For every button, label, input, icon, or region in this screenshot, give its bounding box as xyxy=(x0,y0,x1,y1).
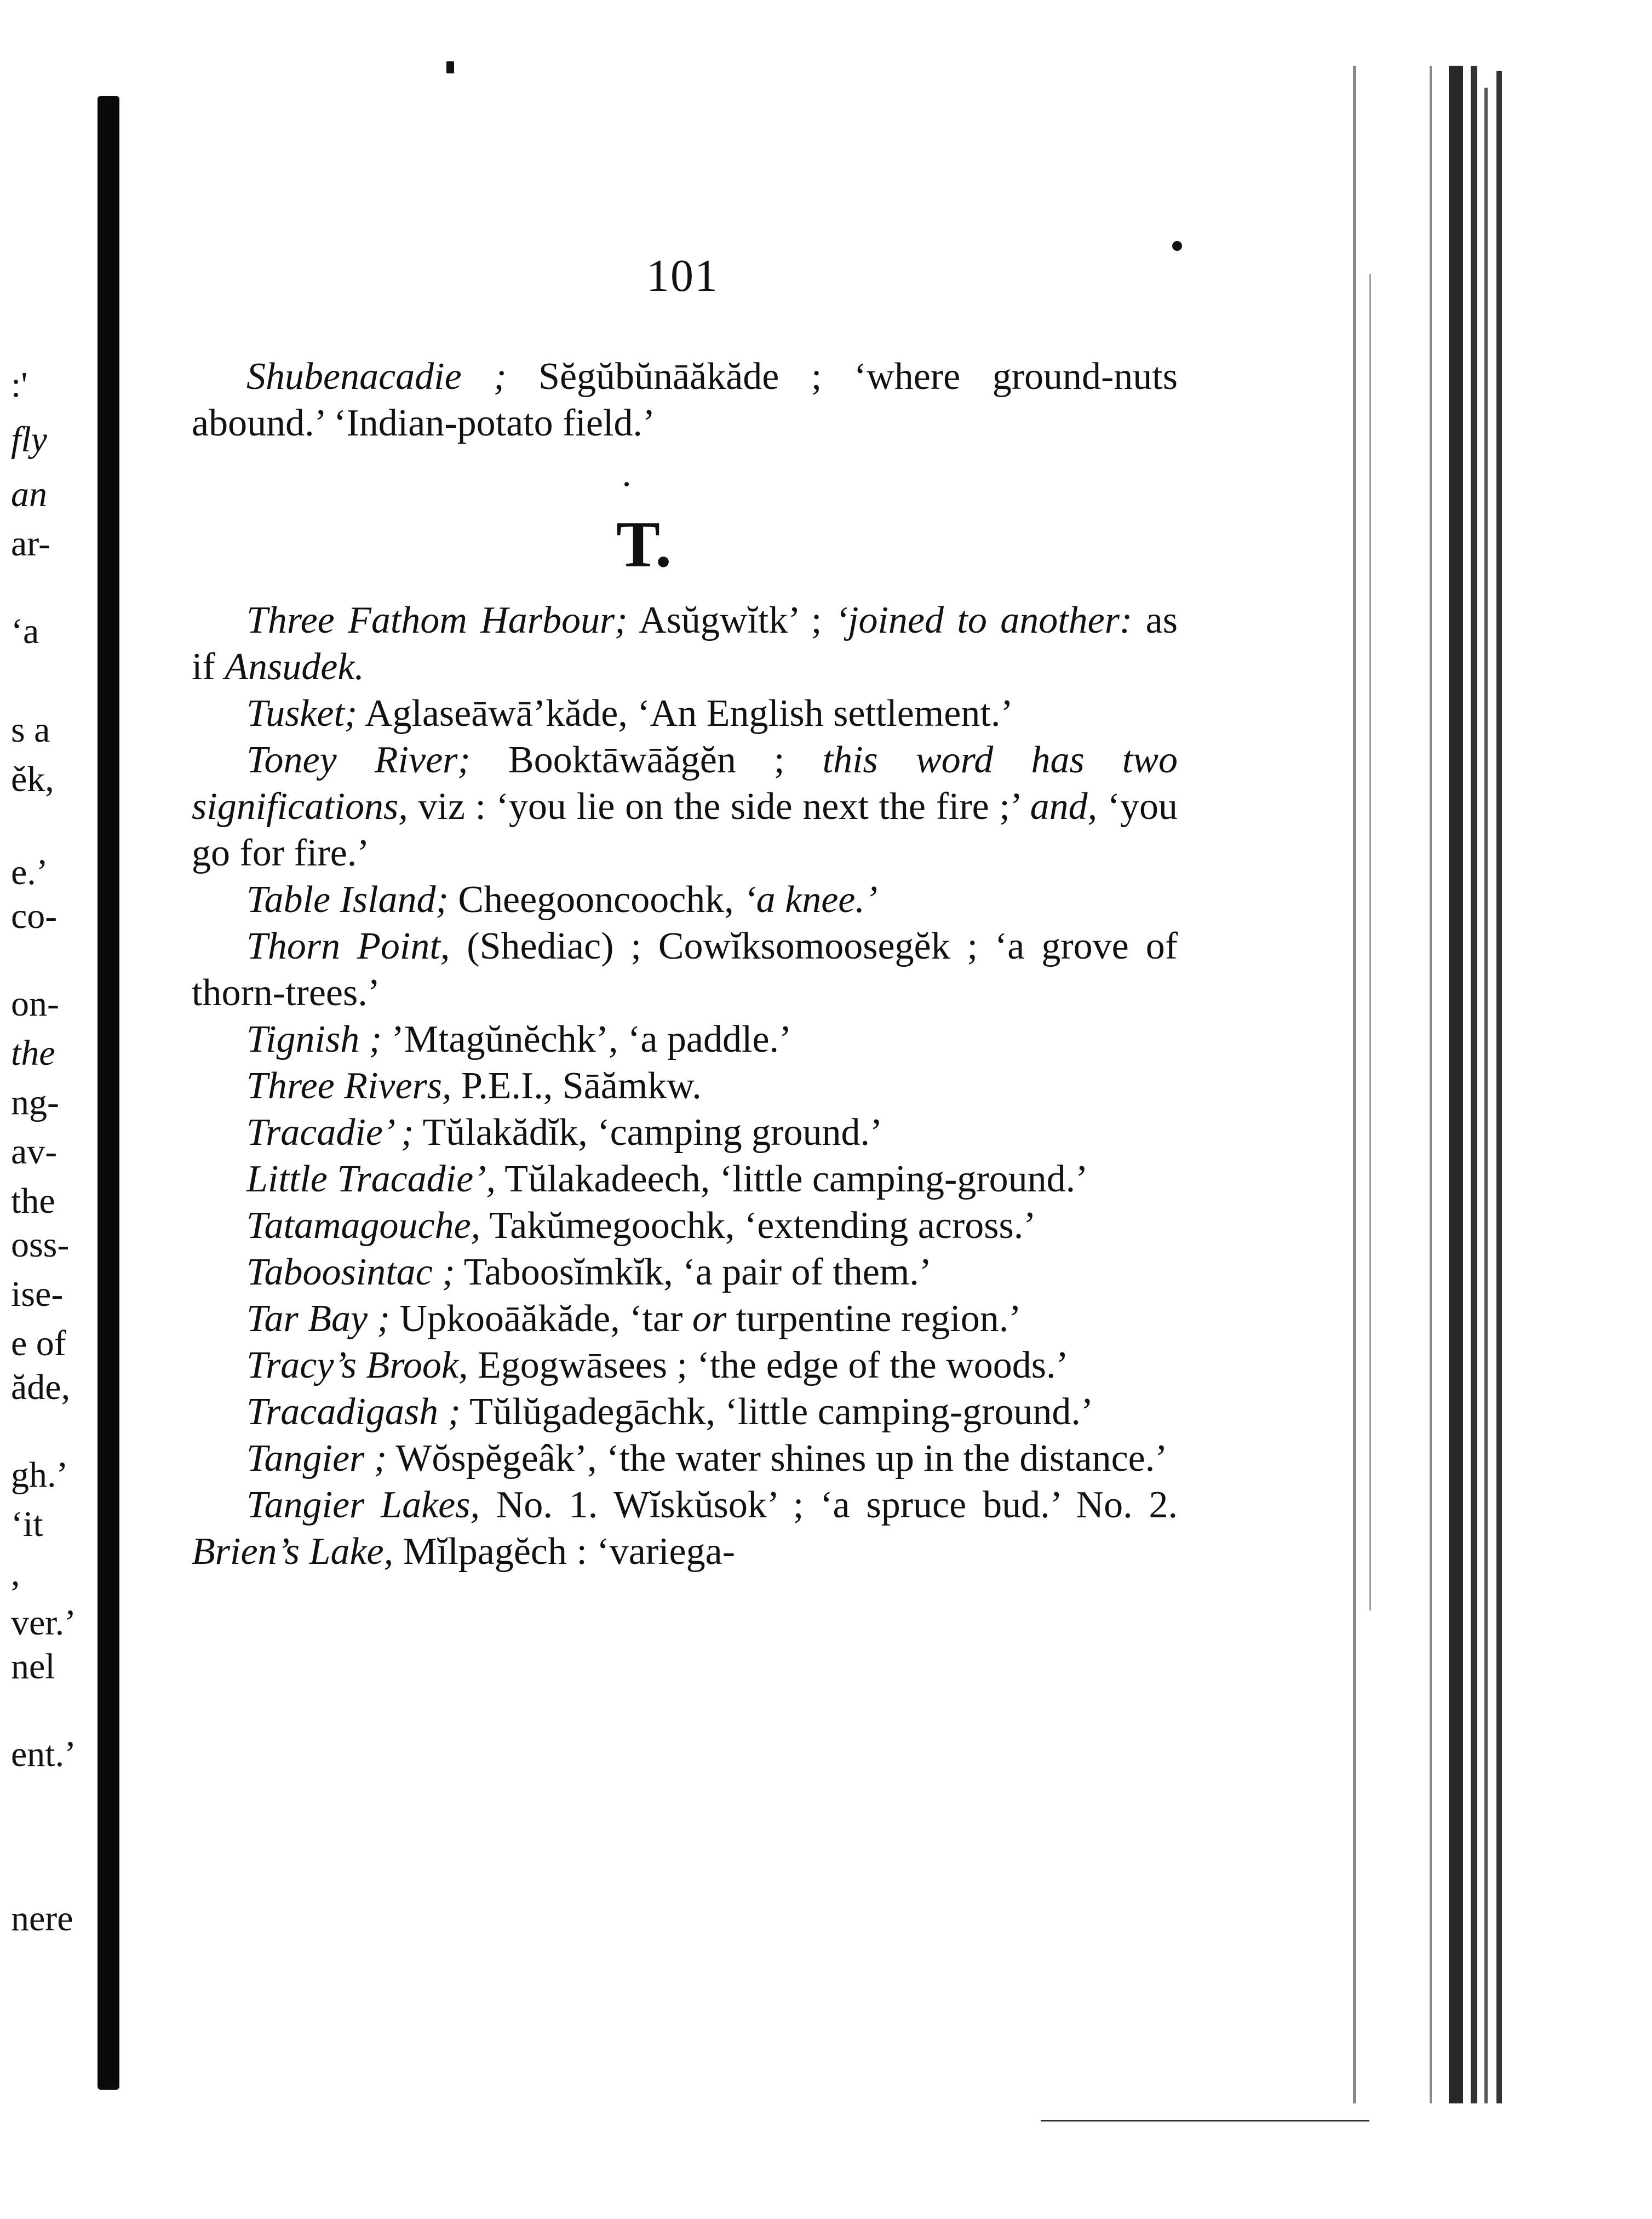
entry-text: Egogwāsees ; ‘the edge of the woods.’ xyxy=(468,1344,1069,1386)
facing-page-fragment: the xyxy=(11,1033,55,1073)
entry-text-italic: and, xyxy=(1030,785,1098,828)
place-name: Thorn Point, xyxy=(246,925,450,967)
scan-speck xyxy=(1172,241,1182,251)
place-name: Three Fathom Harbour; xyxy=(246,599,628,641)
glossary-entry xyxy=(192,1295,1178,1342)
facing-page-fragment: ‘it xyxy=(11,1504,43,1544)
facing-page-fragment: av- xyxy=(11,1132,58,1172)
glossary-entry xyxy=(192,690,1178,737)
glossary-entry xyxy=(192,1063,1178,1109)
entry-text: P.E.I., Sāămkw. xyxy=(451,1065,702,1107)
entry-text: Tŭlŭgadegāchk, ‘little camping-ground.’ xyxy=(460,1391,1094,1433)
facing-page-fragment: e of xyxy=(11,1323,66,1363)
facing-page-fragment: on- xyxy=(11,984,59,1024)
facing-page-fragment: ng- xyxy=(11,1082,59,1122)
page-number: 101 xyxy=(646,250,719,301)
place-name: Tangier Lakes, xyxy=(246,1484,480,1526)
place-name: Tusket; xyxy=(246,692,358,735)
glossary-entry xyxy=(192,1156,1178,1202)
entry-text: ‘you go for fire.’ xyxy=(192,785,1178,874)
entry-shubenacadie xyxy=(192,353,1178,446)
entry-text: Aglaseāwā’kăde, ‘An English settlement.’ xyxy=(357,692,1013,735)
place-name: Tracadie’ ; xyxy=(246,1111,414,1154)
entry-text: No. 1. Wĭskŭsok’ ; ‘a spruce bud.’ No. 2. xyxy=(479,1484,1178,1526)
entry-text-italic: ‘joined to another: xyxy=(835,599,1133,641)
facing-page-fragment: ise- xyxy=(11,1274,64,1314)
place-name: Tracy’s Brook, xyxy=(246,1344,468,1386)
facing-page-fragment: gh.’ xyxy=(11,1455,68,1495)
facing-page-fragment: nere xyxy=(11,1899,73,1939)
entry-text: as if xyxy=(192,599,1178,688)
binding-shadow xyxy=(97,96,119,2090)
glossary-entry xyxy=(192,1482,1178,1575)
place-name: Table Island; xyxy=(246,879,449,921)
facing-page-fragment: co- xyxy=(11,896,58,936)
glossary-entry xyxy=(192,876,1178,923)
entry-text-italic: or xyxy=(692,1298,727,1340)
entry-text: Mĭlpagĕch : ‘variega- xyxy=(393,1530,736,1573)
facing-page-fragment: ‘a xyxy=(11,611,39,651)
glossary-entry xyxy=(192,1435,1178,1482)
facing-page-fragment: an xyxy=(11,474,47,514)
glossary-entry xyxy=(192,1342,1178,1389)
glossary-entry xyxy=(192,923,1178,1016)
entry-text: Upkooāăkăde, ‘tar xyxy=(389,1298,692,1340)
glossary-entry xyxy=(192,1249,1178,1295)
section-heading: T. xyxy=(616,508,672,581)
entry-text: Tŭlakădĭk, ‘camping ground.’ xyxy=(414,1111,883,1154)
entry-text-italic: ‘a knee.’ xyxy=(743,879,878,921)
facing-page-fragments xyxy=(0,0,96,2219)
entry-text: Wŏspĕgeâk’, ‘the water shines up in the distance.’ xyxy=(387,1437,1168,1480)
facing-page-fragment: e.’ xyxy=(11,852,48,892)
glossary-entry xyxy=(192,1016,1178,1063)
place-name: Taboosintac ; xyxy=(246,1251,455,1293)
entry-text: Takŭmegoochk, ‘extending across.’ xyxy=(480,1205,1036,1247)
glossary-entry xyxy=(192,737,1178,876)
facing-page-fragment: oss- xyxy=(11,1225,70,1265)
facing-page-fragment: :' xyxy=(11,365,28,405)
entry-text: Cheegooncoochk, xyxy=(448,879,744,921)
facing-page-fragment: , xyxy=(11,1553,20,1593)
place-name: Three Rivers, xyxy=(246,1065,452,1107)
entry-text: Asŭgwĭtk’ ; xyxy=(627,599,835,641)
intro-entry xyxy=(192,353,1178,446)
glossary-entry xyxy=(192,597,1178,690)
glossary-entry xyxy=(192,1202,1178,1249)
glossary-entry xyxy=(192,1389,1178,1435)
facing-page-fragment: ent.’ xyxy=(11,1734,77,1774)
entry-text-italic: Brien’s Lake, xyxy=(192,1530,394,1573)
scan-speck xyxy=(446,61,454,73)
place-name: Tignish ; xyxy=(246,1018,382,1060)
entry-text: Booktāwāăgĕn ; xyxy=(470,739,823,781)
facing-page-fragment: ver.’ xyxy=(11,1603,77,1643)
entry-text: viz : ‘you lie on the side next the fire ;’ xyxy=(408,785,1030,828)
entry-text: Taboosĭmkĭk, ‘a pair of them.’ xyxy=(455,1251,932,1293)
place-name: Tar Bay ; xyxy=(246,1298,390,1340)
entry-text: Sĕgŭbŭnāăkăde ; ‘where ground-nuts abound.’ ‘Indian-potato field.’ xyxy=(192,356,1178,444)
place-name: Toney River; xyxy=(246,739,471,781)
place-name: Little Tracadie’, xyxy=(246,1158,496,1200)
glossary-entry xyxy=(192,1109,1178,1156)
scan-speck xyxy=(624,482,629,486)
page-bottom-line xyxy=(1041,2120,1369,2121)
entry-text-italic: this word has two significations, xyxy=(192,739,1178,828)
facing-page-fragment: nel xyxy=(11,1647,55,1687)
facing-page-fragment: s a xyxy=(11,710,50,750)
facing-page-fragment: fly xyxy=(11,420,47,460)
page-edge-artifact xyxy=(1353,66,1528,2103)
entry-text: turpentine region.’ xyxy=(726,1298,1022,1340)
entry-text: Tŭlakadeech, ‘little camping-ground.’ xyxy=(496,1158,1088,1200)
facing-page-fragment: ăde, xyxy=(11,1367,71,1407)
facing-page-fragment: the xyxy=(11,1181,55,1221)
place-name: Tatamagouche, xyxy=(246,1205,481,1247)
place-name: Shubenacadie ; xyxy=(246,356,507,398)
place-name: Tracadigash ; xyxy=(246,1391,461,1433)
facing-page-fragment: ar- xyxy=(11,524,50,564)
entry-text-italic: Ansudek. xyxy=(225,646,364,688)
entries-list xyxy=(192,597,1178,1575)
entry-text: (Shediac) ; Cowĭksomoosegĕk ; ‘a grove of thorn-trees.’ xyxy=(192,925,1178,1014)
place-name: Tangier ; xyxy=(246,1437,387,1480)
facing-page-fragment: ěk, xyxy=(11,759,54,799)
entry-text: ’Mtagŭnĕchk’, ‘a paddle.’ xyxy=(382,1018,792,1060)
